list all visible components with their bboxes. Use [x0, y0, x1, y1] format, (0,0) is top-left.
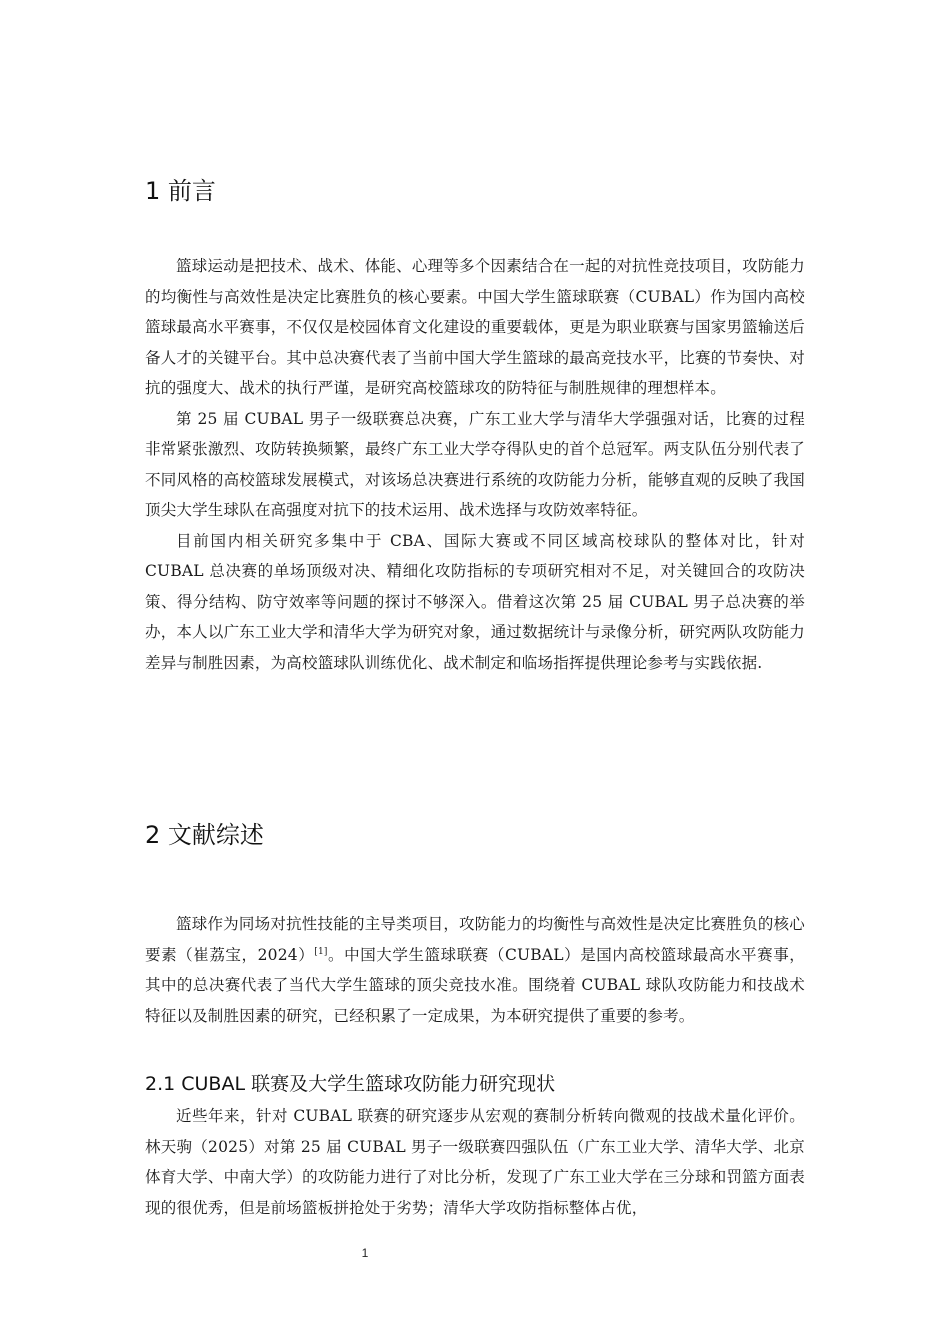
subsection-heading-2-1: 2.1 CUBAL 联赛及大学生篮球攻防能力研究现状	[145, 1073, 556, 1095]
paragraph-text: 。中国大学生篮球联赛（CUBAL）是国内高校篮球最高水平赛事，其中的总决赛代表了当代大学生篮球的顶尖竞技水准。围绕着 CUBAL 球队攻防能力和技战术特征以及制胜因素的研究，已经积累了一定成果，为本研究提供了重要的参考。	[145, 945, 805, 1025]
section-heading-2: 2 文献综述	[145, 821, 264, 849]
section-2-1-body	[145, 1101, 805, 1223]
paragraph: 篮球运动是把技术、战术、体能、心理等多个因素结合在一起的对抗性竞技项目，攻防能力的均衡性与高效性是决定比赛胜负的核心要素。中国大学生篮球联赛（CUBAL）作为国内高校篮球最高水平赛事，不仅仅是校园体育文化建设的重要载体，更是为职业联赛与国家男篮输送后备人才的关键平台。其中总决赛代表了当前中国大学生篮球的最高竞技水平，比赛的节奏快、对抗的强度大、战术的执行严谨，是研究高校篮球攻的防特征与制胜规律的理想样本。	[145, 257, 805, 397]
page-number: 1	[361, 1246, 369, 1260]
paragraph-text: 篮球作为同场对抗性技能的主导类项目，攻防能力的均衡性与高效性是决定比赛胜负的核心要素（崔荔宝，2024）	[145, 915, 805, 964]
citation-marker[interactable]: [1]	[314, 946, 328, 957]
paragraph	[145, 909, 805, 1031]
paragraph: 第 25 届 CUBAL 男子一级联赛总决赛，广东工业大学与清华大学强强对话，比赛的过程非常紧张激烈、攻防转换频繁，最终广东工业大学夺得队史的首个总冠军。两支队伍分别代表了不同风格的高校篮球发展模式，对该场总决赛进行系统的攻防能力分析，能够直观的反映了我国顶尖大学生球队在高强度对抗下的技术运用、战术选择与攻防效率特征。	[145, 409, 805, 519]
paragraph: 近些年来，针对 CUBAL 联赛的研究逐步从宏观的赛制分析转向微观的技战术量化评价。林天驹（2025）对第 25 届 CUBAL 男子一级联赛四强队伍（广东工业大学、清华大学、北京体育大学、中南大学）的攻防能力进行了对比分析，发现了广东工业大学在三分球和罚篮方面表现的很优秀，但是前场篮板拼抢处于劣势；清华大学攻防指标整体占优，	[145, 1107, 805, 1217]
paragraph: 目前国内相关研究多集中于 CBA、国际大赛或不同区域高校球队的整体对比，针对 CUBAL 总决赛的单场顶级对决、精细化攻防指标的专项研究相对不足，对关键回合的攻防决策、得分结构、防守效率等问题的探讨不够深入。借着这次第 25 届 CUBAL 男子总决赛的举办，本人以广东工业大学和清华大学为研究对象，通过数据统计与录像分析，研究两队攻防能力差异与制胜因素，为高校篮球队训练优化、战术制定和临场指挥提供理论参考与实践依据.	[145, 531, 805, 672]
section-2-body	[145, 909, 805, 1031]
section-heading-1: 1 前言	[145, 177, 216, 205]
section-1-body	[145, 251, 805, 678]
